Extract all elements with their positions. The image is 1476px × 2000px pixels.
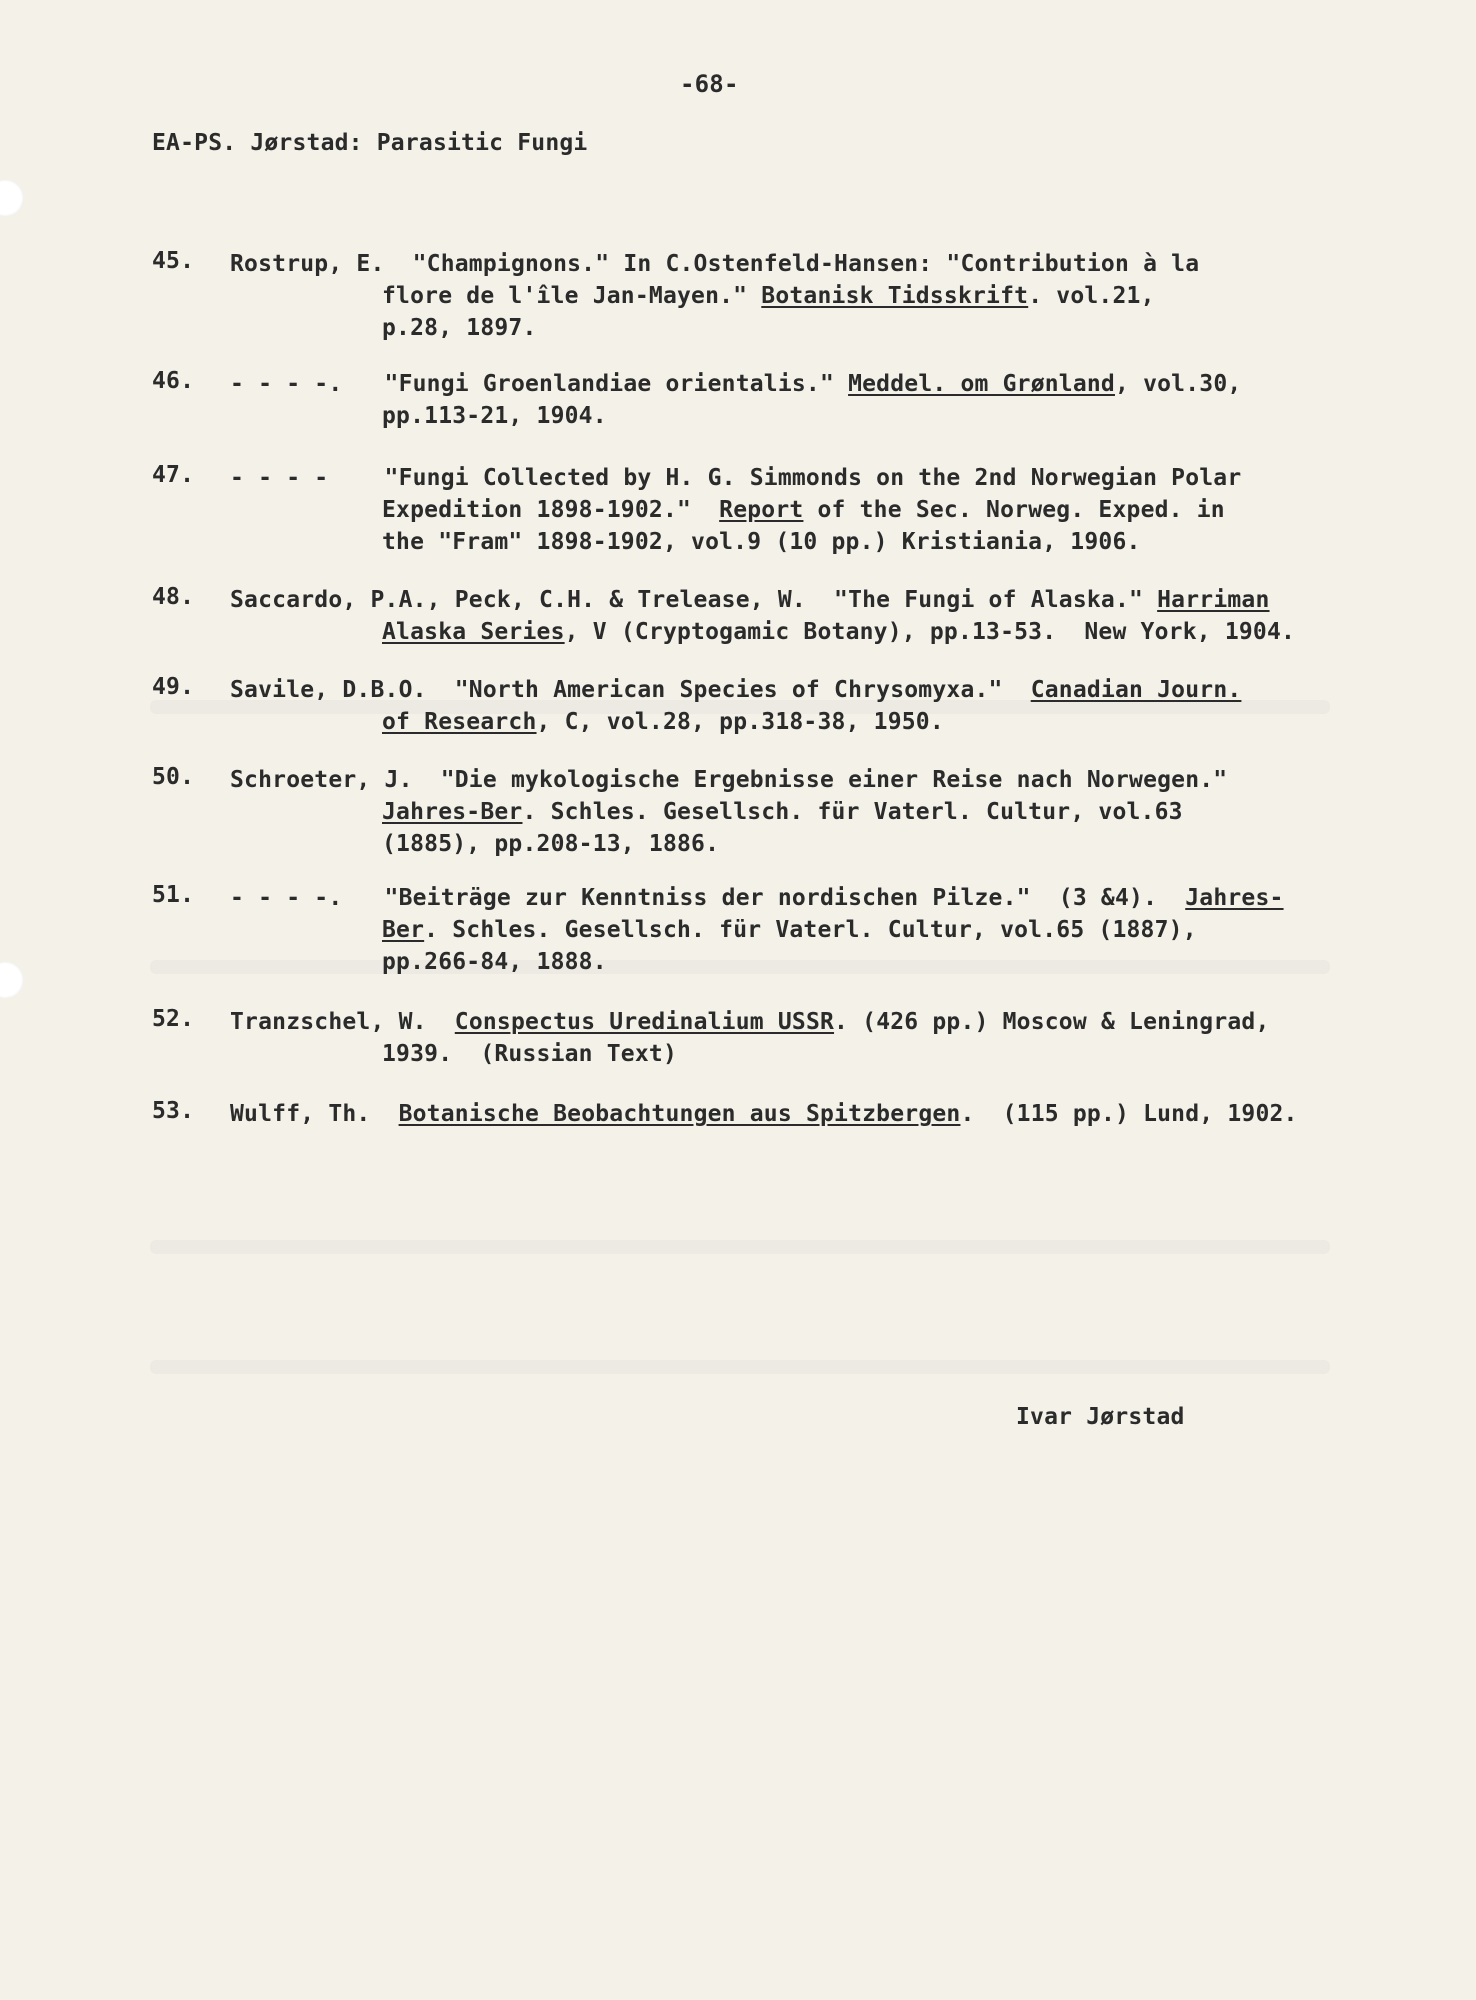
entry-number: 46. (152, 368, 195, 394)
journal-title: Jahres-Ber (382, 799, 523, 825)
entry-number: 52. (152, 1006, 195, 1032)
entry-text (230, 1098, 1390, 1130)
entry-line (230, 616, 1390, 648)
journal-title: Harriman (1157, 587, 1270, 613)
text-segment: . Schles. Gesellsch. für Vaterl. Cultur, vol.65 (1887), (424, 917, 1197, 943)
punch-hole (0, 962, 24, 998)
entry-line (230, 400, 1390, 432)
entry-text (230, 248, 1390, 344)
journal-title: Canadian Journ. (1030, 677, 1242, 703)
text-segment: . (426 pp.) Moscow & Leningrad, (834, 1009, 1270, 1035)
entry-number: 53. (152, 1098, 195, 1124)
entry-line (230, 1098, 1390, 1130)
journal-title: Ber (382, 917, 425, 943)
journal-title: Jahres- (1185, 885, 1284, 911)
text-segment: Wulff, Th. (230, 1101, 399, 1127)
document-header: EA-PS. Jørstad: Parasitic Fungi (152, 130, 588, 156)
entry-line (230, 584, 1390, 616)
text-segment: , C, vol.28, pp.318-38, 1950. (536, 709, 944, 735)
text-segment: - - - -. "Fungi Groenlandiae orientalis." (230, 371, 849, 397)
entry-text (230, 368, 1390, 432)
entry-text (230, 764, 1390, 860)
text-segment: . Schles. Gesellsch. für Vaterl. Cultur, vol.63 (522, 799, 1183, 825)
entry-line (230, 368, 1390, 400)
entry-line (230, 828, 1390, 860)
text-segment: . (115 pp.) Lund, 1902. (960, 1101, 1298, 1127)
text-segment: , vol.30, (1114, 371, 1242, 397)
text-segment: 1939. (Russian Text) (382, 1041, 677, 1067)
entry-number: 50. (152, 764, 195, 790)
entry-line (230, 946, 1390, 978)
entry-line (230, 764, 1390, 796)
entry-number: 49. (152, 674, 195, 700)
entry-line (230, 914, 1390, 946)
journal-title: Botanisk Tidsskrift (761, 283, 1029, 309)
journal-title: Conspectus Uredinalium USSR (454, 1009, 835, 1035)
text-segment: pp.266-84, 1888. (382, 949, 607, 975)
entry-line (230, 526, 1390, 558)
entry-line (230, 462, 1390, 494)
bleed-through-mark (150, 1240, 1330, 1254)
journal-title: Alaska Series (382, 619, 565, 645)
entry-line (230, 1038, 1390, 1070)
entry-line (230, 1006, 1390, 1038)
text-segment: pp.113-21, 1904. (382, 403, 607, 429)
text-segment: - - - -. "Beiträge zur Kenntniss der nordischen Pilze." (3 &4). (230, 885, 1186, 911)
text-segment: Schroeter, J. "Die mykologische Ergebnisse einer Reise nach Norwegen." (230, 767, 1228, 793)
entry-text (230, 882, 1390, 978)
entry-line (230, 674, 1390, 706)
punch-hole (0, 180, 24, 216)
bleed-through-mark (150, 1360, 1330, 1374)
text-segment: Saccardo, P.A., Peck, C.H. & Trelease, W. "The Fungi of Alaska." (230, 587, 1158, 613)
journal-title: of Research (382, 709, 537, 735)
author-signature: Ivar Jørstad (1016, 1404, 1185, 1430)
entry-number: 47. (152, 462, 195, 488)
entry-line (230, 796, 1390, 828)
entry-line (230, 280, 1390, 312)
text-segment: the "Fram" 1898-1902, vol.9 (10 pp.) Kristiania, 1906. (382, 529, 1141, 555)
entry-text (230, 674, 1390, 738)
text-segment: , V (Cryptogamic Botany), pp.13-53. New York, 1904. (564, 619, 1296, 645)
text-segment: (1885), pp.208-13, 1886. (382, 831, 720, 857)
page-number: -68- (680, 70, 739, 98)
text-segment: p.28, 1897. (382, 315, 537, 341)
text-segment: of the Sec. Norweg. Exped. in (803, 497, 1225, 523)
entry-line (230, 706, 1390, 738)
entry-text (230, 584, 1390, 648)
text-segment: . vol.21, (1028, 283, 1155, 309)
entry-text (230, 462, 1390, 558)
entry-text (230, 1006, 1390, 1070)
entry-line (230, 312, 1390, 344)
journal-title: Botanische Beobachtungen aus Spitzbergen (398, 1101, 961, 1127)
journal-title: Report (719, 497, 804, 523)
text-segment: flore de l'île Jan-Mayen." (382, 283, 762, 309)
entry-line (230, 494, 1390, 526)
text-segment: Expedition 1898-1902." (382, 497, 720, 523)
entry-line (230, 248, 1390, 280)
journal-title: Meddel. om Grønland (848, 371, 1115, 397)
text-segment: Tranzschel, W. (230, 1009, 455, 1035)
entry-line (230, 882, 1390, 914)
text-segment: Savile, D.B.O. "North American Species of Chrysomyxa." (230, 677, 1031, 703)
text-segment: - - - - "Fungi Collected by H. G. Simmonds on the 2nd Norwegian Polar (230, 465, 1242, 491)
entry-number: 45. (152, 248, 195, 274)
entry-number: 48. (152, 584, 195, 610)
text-segment: Rostrup, E. "Champignons." In C.Ostenfeld-Hansen: "Contribution à la (230, 251, 1200, 277)
entry-number: 51. (152, 882, 195, 908)
